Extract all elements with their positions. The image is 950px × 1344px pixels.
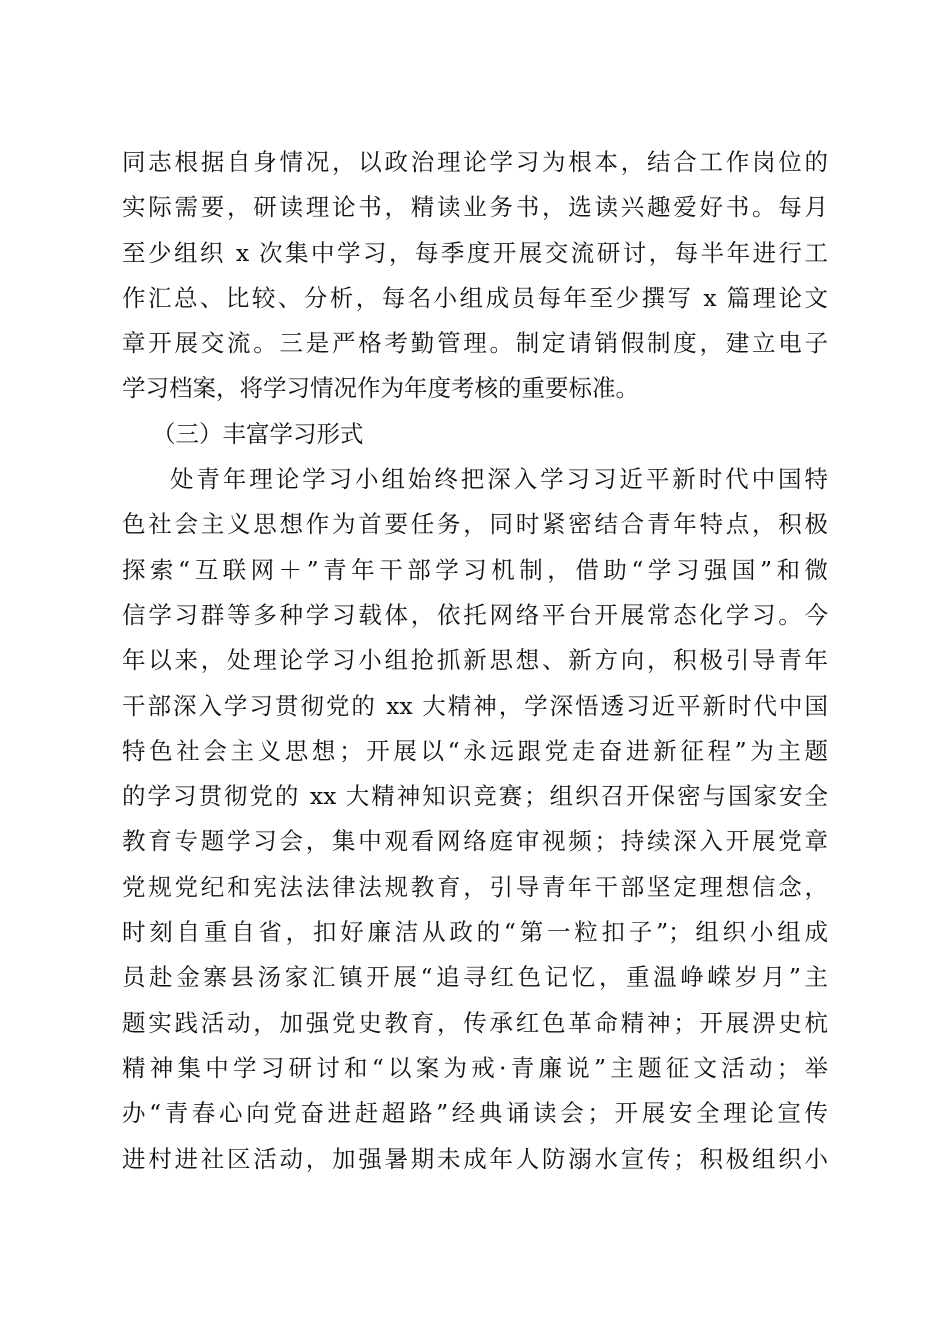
paragraph-line: 党规党纪和宪法法律法规教育，引导青年干部坚定理想信念，	[122, 872, 828, 901]
paragraph-line: 办“青春心向党奋进赶超路”经典诵读会；开展安全理论宣传	[122, 1099, 828, 1128]
paragraph-line: 章开展交流。三是严格考勤管理。制定请销假制度，建立电子	[122, 329, 828, 358]
paragraph-line: 年以来，处理论学习小组抢抓新思想、新方向，积极引导青年	[122, 646, 828, 675]
paragraph-line: 的学习贯彻党的 xx 大精神知识竞赛；组织召开保密与国家安全	[122, 782, 828, 811]
paragraph-line: 处青年理论学习小组始终把深入学习习近平新时代中国特	[170, 465, 828, 494]
paragraph-line: 作汇总、比较、分析，每名小组成员每年至少撰写 x 篇理论文	[122, 283, 828, 312]
paragraph-line: 精神集中学习研讨和“以案为戒·青廉说”主题征文活动；举	[122, 1053, 828, 1082]
paragraph-line: 特色社会主义思想；开展以“永远跟党走奋进新征程”为主题	[122, 736, 828, 765]
paragraph-line: 时刻自重自省，扣好廉洁从政的“第一粒扣子”；组织小组成	[122, 918, 828, 947]
section-heading: （三）丰富学习形式	[152, 419, 364, 448]
paragraph-line: 探索“互联网＋”青年干部学习机制，借助“学习强国”和微	[122, 555, 828, 584]
paragraph-line: 实际需要，研读理论书，精读业务书，选读兴趣爱好书。每月	[122, 193, 828, 222]
paragraph-line: 同志根据自身情况，以政治理论学习为根本，结合工作岗位的	[122, 148, 828, 176]
paragraph-line: 信学习群等多种学习载体，依托网络平台开展常态化学习。今	[122, 600, 828, 629]
paragraph-line: 员赴金寨县汤家汇镇开展“追寻红色记忆，重温峥嵘岁月”主	[122, 963, 828, 992]
paragraph-line: 教育专题学习会，集中观看网络庭审视频；持续深入开展党章	[122, 827, 828, 856]
paragraph-line: 进村进社区活动，加强暑期未成年人防溺水宣传；积极组织小	[122, 1144, 828, 1173]
paragraph-line: 学习档案，将学习情况作为年度考核的重要标准。	[122, 374, 639, 403]
paragraph-line: 色社会主义思想作为首要任务，同时紧密结合青年特点，积极	[122, 510, 828, 539]
paragraph-line: 题实践活动，加强党史教育，传承红色革命精神；开展淠史杭	[122, 1008, 828, 1037]
paragraph-line: 至少组织 x 次集中学习，每季度开展交流研讨，每半年进行工	[122, 238, 828, 267]
document-body	[122, 140, 828, 1182]
paragraph-line: 干部深入学习贯彻党的 xx 大精神，学深悟透习近平新时代中国	[122, 691, 828, 720]
